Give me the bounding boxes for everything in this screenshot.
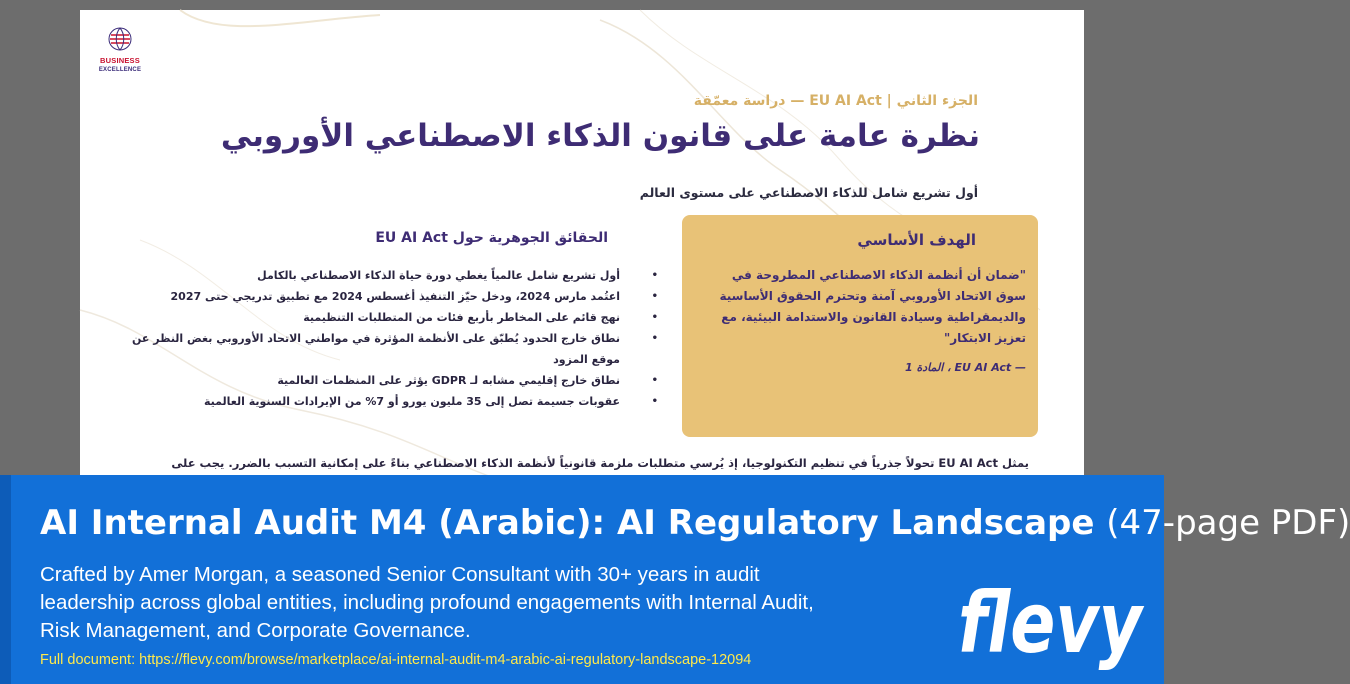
goal-box xyxy=(682,215,1038,437)
banner-description: Crafted by Amer Morgan, a seasoned Senior Consultant with 30+ years in audit leadership across global entities, including profound engagements with Internal Audit, Risk Management, and Corporate Governance. xyxy=(40,563,814,642)
list-item xyxy=(120,370,658,391)
facts-list xyxy=(120,265,658,412)
banner-edge xyxy=(0,475,11,684)
goal-quote: "ضمان أن أنظمة الذكاء الاصطناعي المطروحة في سوق الاتحاد الأوروبي آمنة وتحترم الحقوق الأساسية والديمقراطية وسيادة القانون والاستدامة البيئية، مع تعزيز الابتكار" xyxy=(719,268,1026,345)
fact-text: نهج قائم على المخاطر بأربع فئات من المتطلبات التنظيمية xyxy=(303,311,620,324)
slide-title: نظرة عامة على قانون الذكاء الاصطناعي الأوروبي xyxy=(220,118,980,154)
slide-subtitle: أول تشريع شامل للذكاء الاصطناعي على مستوى العالم xyxy=(639,185,978,200)
logo-line-1: BUSINESS xyxy=(100,56,140,65)
flevy-wordmark: flevy xyxy=(958,574,1145,672)
bullet-icon: • xyxy=(651,333,658,344)
banner-title-suffix: (47-page PDF) xyxy=(1106,503,1350,543)
fact-text: نطاق خارج إقليمي مشابه لـ GDPR يؤثر على المنظمات العالمية xyxy=(277,374,620,387)
fact-text: أول تشريع شامل عالمياً يغطي دورة حياة الذكاء الاصطناعي بالكامل xyxy=(257,269,620,282)
goal-citation: — EU AI Act ، المادة 1 xyxy=(905,361,1026,374)
body-paragraph: يمثل EU AI Act تحولاً جذرياً في تنظيم التكنولوجيا، إذ يُرسي متطلبات ملزمة قانونياً لأنظمة الذكاء الاصطناعي بناءً على إمكانية التسبب بالضرر. يجب على xyxy=(171,456,1029,470)
bullet-icon: • xyxy=(651,375,658,386)
list-item xyxy=(120,286,658,307)
facts-heading: الحقائق الجوهرية حول EU AI Act xyxy=(375,230,608,246)
list-item xyxy=(120,265,658,286)
fact-text: اعتُمد مارس 2024، ودخل حيّز التنفيذ أغسطس 2024 مع تطبيق تدريجي حتى 2027 xyxy=(170,290,620,303)
logo-line-2: EXCELLENCE xyxy=(98,67,142,73)
bullet-icon: • xyxy=(651,312,658,323)
list-item xyxy=(120,328,658,370)
business-excellence-logo xyxy=(94,26,146,74)
bullet-icon: • xyxy=(651,291,658,302)
bullet-icon: • xyxy=(651,270,658,281)
bullet-icon: • xyxy=(651,396,658,407)
fact-text: نطاق خارج الحدود يُطبّق على الأنظمة المؤثرة في مواطني الاتحاد الأوروبي بغض النظر عن موقع المزود xyxy=(132,332,620,366)
banner-title-main: AI Internal Audit M4 (Arabic): AI Regulatory Landscape xyxy=(40,503,1095,543)
flevy-logo[interactable] xyxy=(956,572,1146,672)
document-slide xyxy=(80,10,1084,480)
goal-heading: الهدف الأساسي xyxy=(857,231,976,249)
section-kicker: الجزء الثاني | EU AI Act — دراسة معمّقة xyxy=(693,93,978,109)
document-link[interactable]: Full document: https://flevy.com/browse/marketplace/ai-internal-audit-m4-arabic-ai-regulatory-landscape-12094 xyxy=(40,652,752,668)
fact-text: عقوبات جسيمة تصل إلى 35 مليون يورو أو 7% من الإيرادات السنوية العالمية xyxy=(203,395,620,408)
list-item xyxy=(120,307,658,328)
banner-title xyxy=(40,503,1350,543)
list-item xyxy=(120,391,658,412)
globe-logo-icon xyxy=(107,26,133,52)
